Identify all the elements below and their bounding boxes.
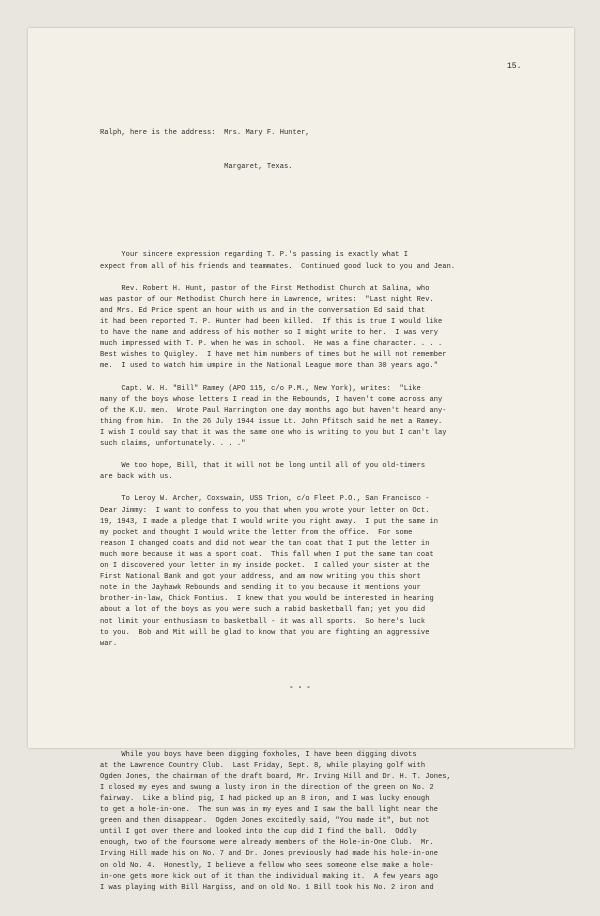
text-line: was pastor of our Methodist Church here in Lawrence, writes: "Last night Rev. [100, 295, 434, 304]
text-line: While you boys have been digging foxholes, I have been digging divots [100, 750, 417, 759]
text-line: I wish I could say that it was the same one who is writing to you but I can't lay [100, 428, 447, 437]
page-number: 15. [507, 62, 522, 71]
text-line: to you. Bob and Mit will be glad to know that you are fighting an aggressive [100, 628, 430, 637]
text-line: enough, two of the foursome were already members of the Hole-in-One Club. Mr. [100, 839, 434, 848]
text-line: war. [100, 639, 118, 648]
text-line: expect from all of his friends and teammates. Continued good luck to you and Jean. [100, 262, 456, 271]
text-line: Your sincere expression regarding T. P.'s passing is exactly what I [100, 251, 409, 260]
paragraph [100, 494, 560, 649]
letter-paragraphs [100, 250, 560, 660]
text-line: We too hope, Bill, that it will not be long until all of you old-timers [100, 462, 426, 471]
typed-body [100, 84, 560, 916]
text-line: I closed my eyes and swung a lusty iron in the direction of the green on No. 2 [100, 783, 434, 792]
text-line: Rev. Robert H. Hunt, pastor of the First Methodist Church at Salina, who [100, 284, 430, 293]
address-line: Ralph, here is the address: Mrs. Mary F. Hunter, [100, 129, 310, 138]
text-line: First National Bank and got your address, and am now writing you this short [100, 573, 421, 582]
text-line: thing from him. In the 26 July 1944 issue Lt. John Pfitsch said he met a Ramey. [100, 417, 443, 426]
text-line: on old No. 4. Honestly, I believe a fellow who sees someone else make a hole- [100, 861, 434, 870]
paragraph [100, 384, 560, 451]
text-line: me. I used to watch him umpire in the National League more than 30 years ago." [100, 362, 439, 371]
paragraph [100, 250, 560, 272]
text-line: Irving Hill made his on No. 7 and Dr. Jones previously had made his hole-in-one [100, 850, 439, 859]
document-page [28, 28, 574, 892]
text-line: brother-in-law, Chick Fontius. I knew that you would be interested in hearing [100, 595, 434, 604]
text-line: much more because it was a sport coat. This fall when I put the same tan coat [100, 550, 434, 559]
text-line: 19, 1943, I made a pledge that I would write you right away. I put the same in [100, 517, 439, 526]
text-line: it had been reported T. P. Hunter had been killed. If this is true I would like [100, 317, 443, 326]
text-line: until I got over there and looked into the cup did I find the ball. Oddly [100, 828, 417, 837]
text-line: not limit your enthusiasm to basketball - it was all sports. So here's luck [100, 617, 426, 626]
text-line: and Mrs. Ed Price spent an hour with us and in the conversation Ed said that [100, 306, 426, 315]
paragraph [100, 284, 560, 373]
text-line: many of the boys whose letters I read in the Rebounds, I haven't come across any [100, 395, 443, 404]
text-line: such claims, unfortunately. . . ." [100, 440, 246, 448]
text-line: about a lot of the boys as you were such a rabid basketball fan; yet you did [100, 606, 426, 615]
text-line: of the K.U. men. Wrote Paul Harrington one day months ago but haven't heard any- [100, 406, 447, 415]
text-line: To Leroy W. Archer, Coxswain, USS Trion, c/o Fleet P.O., San Francisco - [100, 495, 430, 504]
text-line: to have the name and address of his mother so I might write to her. I was very [100, 329, 439, 338]
address-line: Margaret, Texas. [100, 162, 293, 171]
text-line: reason I changed coats and did not wear the tan coat that I put the letter in [100, 539, 430, 548]
text-line: Ogden Jones, the chairman of the draft board, Mr. Irving Hill and Dr. H. T. Jones, [100, 772, 451, 781]
text-line: I was playing with Bill Hargiss, and on old No. 1 Bill took his No. 2 iron and [100, 883, 434, 892]
text-line: my pocket and thought I would write the letter from the office. For some [100, 528, 413, 537]
text-line: Capt. W. H. "Bill" Ramey (APO 115, c/o P.M., New York), writes: "Like [100, 384, 421, 393]
text-line: at the Lawrence Country Club. Last Friday, Sept. 8, while playing golf with [100, 761, 426, 770]
text-line: are back with us. [100, 473, 173, 482]
section-separator: - - - [289, 684, 311, 693]
text-line: fairway. Like a blind pig, I had picked up an 8 iron, and I was lucky enough [100, 795, 430, 803]
paragraph [100, 461, 560, 483]
text-line: note in the Jayhawk Rebounds and sending it to you because it mentions your [100, 584, 421, 593]
text-line: green and then disappear. Ogden Jones excitedly said, "You made it", but not [100, 817, 430, 826]
text-line: Best wishes to Quigley. I have met him numbers of times but he will not remember [100, 351, 447, 360]
text-line: much impressed with T. P. when he was in school. He was a fine character. . . . [100, 340, 443, 349]
address-block [100, 106, 560, 195]
text-line: in-one gets more kick out of it than the individual making it. A few years ago [100, 872, 439, 881]
text-line: to get a hole-in-one. The sun was in my eyes and I saw the ball light near the [100, 806, 439, 815]
text-line: Dear Jimmy: I want to confess to you that when you wrote your letter on Oct. [100, 506, 430, 515]
final-paragraph [100, 750, 560, 894]
text-line: on I discovered your letter in my inside pocket. I called your sister at the [100, 562, 430, 571]
